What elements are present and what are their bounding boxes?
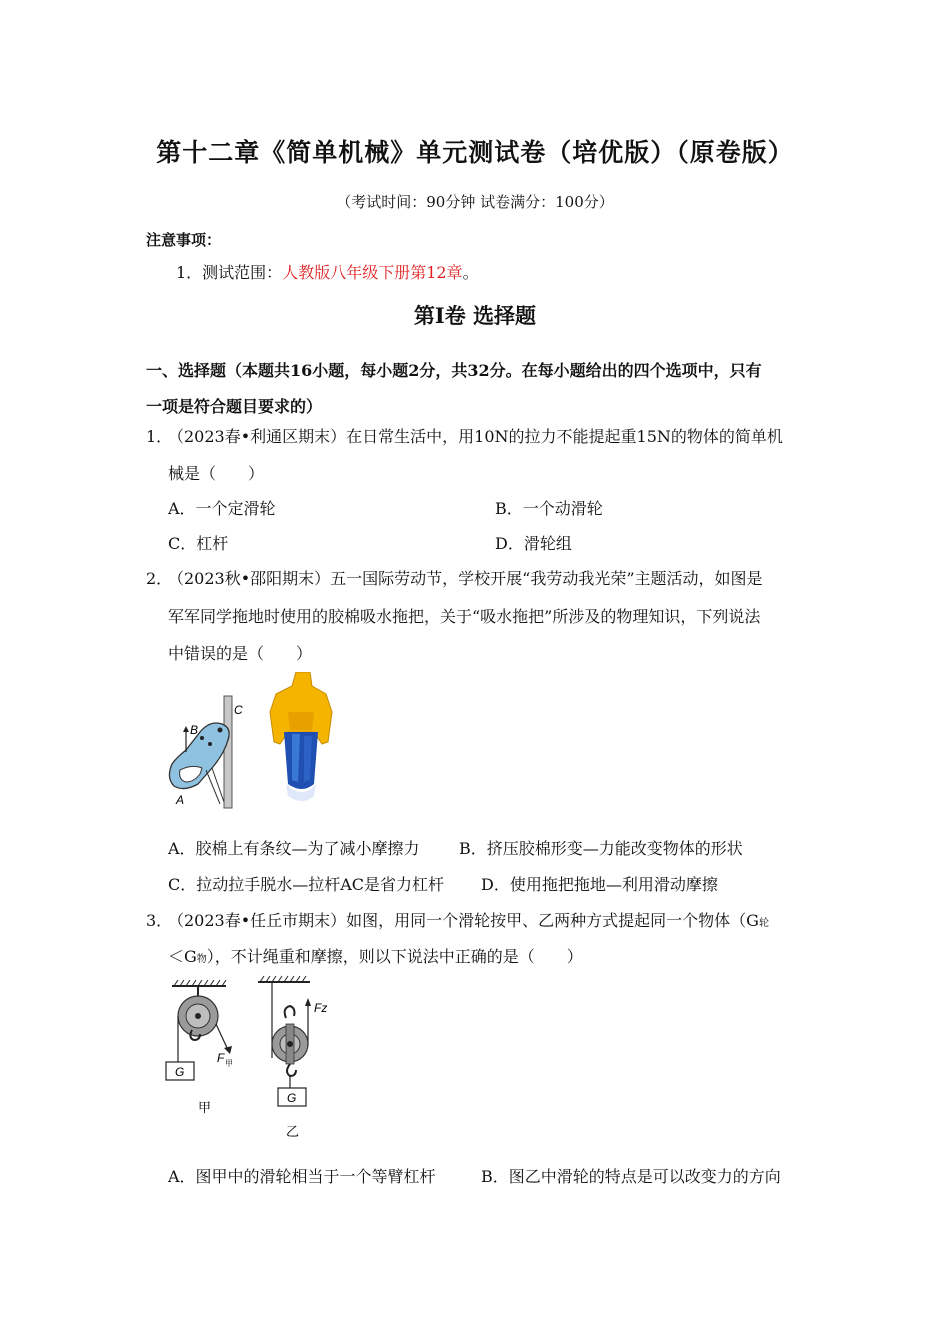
question-2-line1: （2023秋•邵阳期末）五一国际劳动节，学校开展“我劳动我光荣”主题活动，如图是 <box>168 569 763 588</box>
part1-line2: 一项是符合题目要求的） <box>146 397 323 416</box>
question-2-option-c: C．拉动拉手脱水—拉杆AC是省力杠杆 <box>168 875 445 894</box>
question-3-line2-text: ），不计绳重和摩擦，则以下说法中正确的是（ ） <box>206 947 583 966</box>
part1-line1: 一、选择题（本题共16小题，每小题2分，共32分。在每小题给出的四个选项中，只有 <box>146 361 762 380</box>
mop-photo <box>266 672 336 808</box>
yi-f-label: Fz <box>314 1001 328 1015</box>
question-3-line2 <box>168 944 583 967</box>
question-1-number: 1． <box>146 427 173 446</box>
question-1-option-a: A．一个定滑轮 <box>168 499 276 518</box>
pulley-diagram-jia <box>162 980 242 1120</box>
question-2-line2: 军军同学拖地时使用的胶棉吸水拖把，关于“吸水拖把”所涉及的物理知识，下列说法 <box>168 607 761 626</box>
question-2-option-a: A．胶棉上有条纹—为了减小摩擦力 <box>168 839 420 858</box>
question-2-option-d: D．使用拖把拖地—利用滑动摩擦 <box>481 875 718 894</box>
page-title: 第十二章《简单机械》单元测试卷（培优版）（原卷版） <box>156 138 794 167</box>
question-1-line1: （2023春•利通区期末）在日常生活中，用10N的拉力不能提起重15N的物体的简单机 <box>168 427 783 446</box>
label-c: C <box>234 703 243 717</box>
question-2-line3: 中错误的是（ ） <box>168 644 313 663</box>
part1-instructions <box>146 353 816 425</box>
pulley-diagram-yi <box>250 974 340 1144</box>
question-3-line1-sub: 轮 <box>758 918 769 929</box>
question-2-option-b: B．挤压胶棉形变—力能改变物体的形状 <box>459 839 743 858</box>
jia-f-sub-label: 甲 <box>225 1059 233 1068</box>
section-title: 第Ⅰ卷 选择题 <box>413 303 537 328</box>
yi-g-label: G <box>287 1091 297 1105</box>
mop-lever-diagram <box>162 694 254 810</box>
label-b: B <box>190 723 199 737</box>
caption-jia: 甲 <box>198 1100 212 1115</box>
jia-f-label: F <box>217 1051 225 1065</box>
notice-item-prefix: 1．测试范围： <box>176 263 283 282</box>
question-3-option-a: A．图甲中的滑轮相当于一个等臂杠杆 <box>168 1167 436 1186</box>
question-1-option-c: C．杠杆 <box>168 534 229 553</box>
question-1-option-b: B．一个动滑轮 <box>495 499 603 518</box>
question-1-option-d: D．滑轮组 <box>495 534 572 553</box>
question-2-number: 2． <box>146 569 173 588</box>
question-3-option-b: B．图乙中滑轮的特点是可以改变力的方向 <box>481 1167 781 1186</box>
notice-item <box>176 260 479 283</box>
notice-heading: 注意事项： <box>146 231 222 249</box>
question-3-line1-text: （2023春•任丘市期末）如图，用同一个滑轮按甲、乙两种方式提起同一个物体（G <box>168 911 759 930</box>
question-3-line1 <box>168 908 769 931</box>
caption-yi: 乙 <box>286 1124 300 1139</box>
notice-item-suffix: 。 <box>462 263 479 282</box>
exam-info: （考试时间：90分钟 试卷满分：100分） <box>336 193 614 211</box>
question-3-line2-sub: 物 <box>196 954 207 965</box>
label-a: A <box>176 793 185 807</box>
notice-item-range: 人教版八年级下册第12章 <box>282 263 463 282</box>
question-3-number: 3． <box>146 911 173 930</box>
question-1-line2: 械是（ ） <box>168 464 265 483</box>
question-3-line2-pre: ＜G <box>168 947 197 966</box>
jia-g-label: G <box>175 1065 185 1079</box>
